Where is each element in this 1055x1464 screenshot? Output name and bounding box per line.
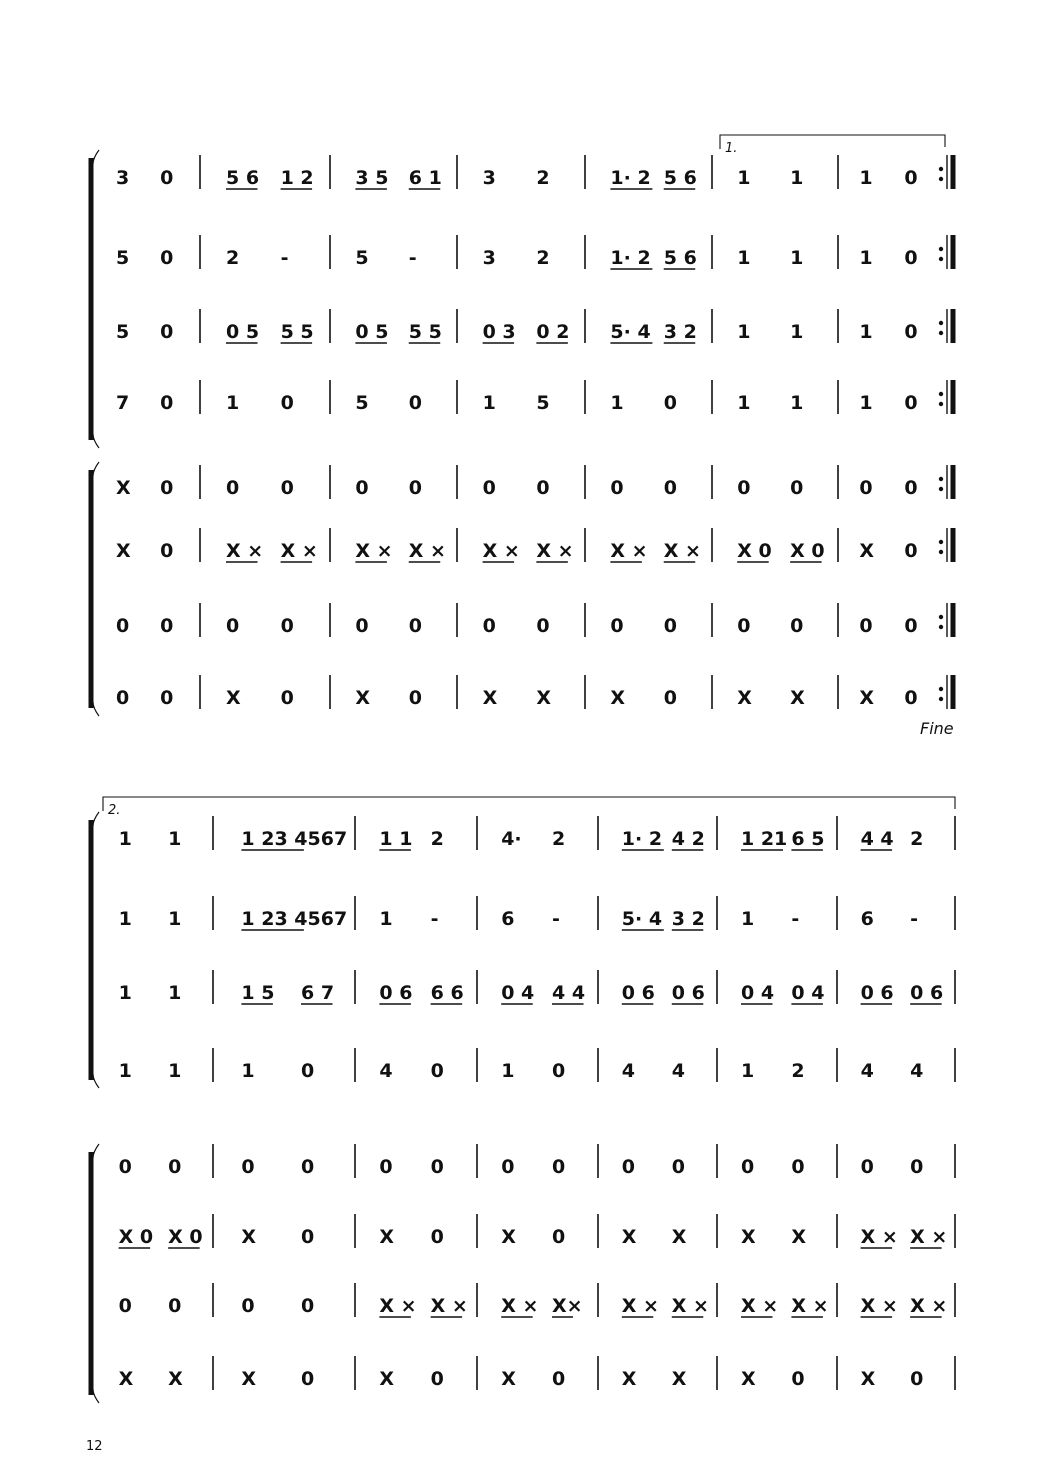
note-group: 3 2: [671, 908, 705, 930]
note-group: 0: [663, 687, 677, 709]
repeat-dot: [939, 615, 943, 619]
note-group: 0: [241, 1156, 255, 1178]
note-group: X: [355, 687, 371, 709]
staff-row: [119, 1283, 955, 1317]
staff-row: [116, 309, 953, 343]
note-group: 0: [910, 1156, 924, 1178]
note-group: 3: [116, 167, 130, 189]
note-group: 0: [904, 687, 918, 709]
brace-cap-bottom: [93, 434, 99, 448]
note-group: 0: [408, 615, 422, 637]
note-group: X ×: [741, 1295, 779, 1317]
brace-cap-top: [93, 812, 99, 826]
note-group: 0 2: [536, 321, 570, 343]
note-group: 0: [160, 687, 174, 709]
note-group: 4: [379, 1060, 393, 1082]
note-group: 5· 4: [610, 321, 651, 343]
note-group: 4 2: [671, 828, 705, 850]
note-group: 0: [160, 615, 174, 637]
note-group: 0: [552, 1060, 566, 1082]
note-group: X: [859, 540, 875, 562]
note-group: 0: [621, 1156, 636, 1178]
note-group: 6 7: [301, 982, 335, 1004]
note-group: 3: [482, 247, 496, 269]
volta-bracket: [720, 135, 945, 149]
note-group: X ×: [482, 540, 520, 562]
note-group: X ×: [910, 1295, 948, 1317]
note-group: 0: [610, 477, 624, 499]
note-group: 1: [790, 321, 804, 343]
note-group: 0: [301, 1295, 315, 1317]
repeat-dot: [939, 625, 943, 629]
repeat-dot: [939, 487, 943, 491]
note-group: 1 21: [741, 828, 788, 850]
note-group: X: [116, 540, 131, 562]
note-group: 1: [859, 321, 873, 343]
note-group: X: [118, 1368, 134, 1390]
note-group: 1 2: [280, 167, 314, 189]
note-group: 1: [168, 828, 182, 850]
note-group: 0 6: [860, 982, 894, 1004]
note-group: X: [671, 1226, 687, 1248]
note-group: -: [791, 908, 800, 930]
note-group: 0: [226, 477, 240, 499]
note-group: -: [552, 908, 560, 930]
repeat-dot: [939, 167, 943, 171]
note-group: 0: [482, 615, 496, 637]
system-2: [91, 797, 955, 1403]
note-group: X: [791, 1226, 807, 1248]
note-group: 0: [860, 1156, 874, 1178]
note-group: 6 1: [408, 167, 442, 189]
note-group: 0: [904, 392, 918, 414]
note-group: X: [501, 1368, 516, 1390]
note-group: 4: [671, 1060, 686, 1082]
note-group: 0 6: [379, 982, 413, 1004]
score-content: [91, 135, 955, 1403]
note-group: 0: [904, 540, 918, 562]
repeat-dot: [939, 697, 943, 701]
staff-row: [116, 528, 953, 562]
note-group: 0 6: [621, 982, 655, 1004]
note-group: 1: [859, 167, 873, 189]
repeat-dot: [939, 550, 943, 554]
note-group: 1: [737, 167, 751, 189]
note-group: 0: [160, 167, 174, 189]
repeat-dot: [939, 331, 943, 335]
brace-cap-bottom: [93, 702, 99, 716]
note-group: 0 4: [501, 982, 535, 1004]
brace-cap-bottom: [93, 1074, 99, 1088]
note-group: 0: [663, 615, 677, 637]
volta-label: 1.: [725, 141, 738, 156]
staff-row: [116, 380, 953, 414]
note-group: 0: [791, 1368, 805, 1390]
note-group: X: [859, 687, 875, 709]
note-group: 4: [860, 1060, 874, 1082]
note-group: 0: [430, 1156, 444, 1178]
note-group: X ×: [501, 1295, 539, 1317]
note-group: 1: [379, 908, 393, 930]
note-group: 1: [790, 247, 804, 269]
staff-row: [116, 603, 953, 637]
repeat-dot: [939, 321, 943, 325]
page-number: 12: [86, 1439, 103, 1454]
note-group: 1: [118, 908, 132, 930]
note-group: 5: [116, 247, 130, 269]
note-group: X ×: [791, 1295, 829, 1317]
note-group: 0: [280, 477, 294, 499]
note-group: 0 6: [671, 982, 705, 1004]
note-group: 3: [482, 167, 496, 189]
note-group: 0: [737, 477, 751, 499]
note-group: 0: [663, 392, 677, 414]
brace-cap-bottom: [93, 1389, 99, 1403]
note-group: 0: [160, 477, 174, 499]
note-group: 0: [355, 615, 369, 637]
note-group: 0: [910, 1368, 924, 1390]
note-group: X: [790, 687, 805, 709]
note-group: 0: [168, 1156, 182, 1178]
note-group: 1: [168, 982, 182, 1004]
staff-row: [116, 465, 953, 499]
note-group: 0: [904, 615, 918, 637]
note-group: X: [241, 1226, 257, 1248]
note-group: X ×: [226, 540, 264, 562]
note-group: X: [536, 687, 552, 709]
note-group: 0: [552, 1368, 566, 1390]
note-group: 0: [116, 615, 130, 637]
note-group: 1: [790, 167, 804, 189]
note-group: 0: [671, 1156, 686, 1178]
note-group: 0 4: [741, 982, 775, 1004]
note-group: X: [621, 1226, 637, 1248]
note-group: 0: [160, 321, 174, 343]
note-group: X: [860, 1368, 876, 1390]
note-group: 0: [663, 477, 677, 499]
note-group: 0: [280, 392, 294, 414]
note-group: -: [408, 247, 417, 269]
note-group: 1 23 4567: [241, 828, 348, 850]
note-group: X ×: [621, 1295, 659, 1317]
note-group: 1: [741, 908, 755, 930]
note-group: 0: [904, 321, 918, 343]
note-group: X 0: [790, 540, 825, 562]
note-group: 4: [910, 1060, 924, 1082]
note-group: 1: [168, 908, 182, 930]
note-group: 1: [118, 982, 132, 1004]
note-group: 0: [791, 1156, 805, 1178]
note-group: X 0: [737, 540, 772, 562]
note-group: 1: [241, 1060, 255, 1082]
repeat-dot: [939, 392, 943, 396]
note-group: 3 5: [355, 167, 389, 189]
note-group: 7: [116, 392, 130, 414]
note-group: 5: [536, 392, 550, 414]
note-group: 0: [408, 392, 422, 414]
staff-row: [119, 1356, 955, 1390]
note-group: X: [501, 1226, 516, 1248]
note-group: 1: [226, 392, 240, 414]
note-group: 0 5: [355, 321, 389, 343]
note-group: X ×: [860, 1295, 898, 1317]
note-group: 1: [118, 1060, 132, 1082]
note-group: 4·: [501, 828, 522, 850]
note-group: 0: [430, 1226, 444, 1248]
volta-bracket: [103, 797, 955, 811]
note-group: 0: [430, 1368, 444, 1390]
note-group: 0 6: [910, 982, 944, 1004]
note-group: 4 4: [860, 828, 894, 850]
staff-row: [119, 816, 955, 850]
note-group: 6: [501, 908, 515, 930]
staff-row: [119, 1048, 955, 1082]
note-group: 2: [910, 828, 924, 850]
note-group: 1: [737, 321, 751, 343]
note-group: 5 6: [663, 247, 697, 269]
note-group: X ×: [610, 540, 648, 562]
note-group: 1· 2: [610, 247, 651, 269]
note-group: 2: [536, 167, 550, 189]
note-group: X ×: [408, 540, 446, 562]
note-group: 0: [301, 1226, 315, 1248]
note-group: 0: [501, 1156, 515, 1178]
note-group: 0: [408, 687, 422, 709]
note-group: 1· 2: [621, 828, 663, 850]
note-group: 0: [859, 615, 873, 637]
note-group: 0: [379, 1156, 393, 1178]
note-group: X: [741, 1226, 756, 1248]
note-group: 0: [408, 477, 422, 499]
system-1: [91, 135, 954, 738]
note-group: X ×: [671, 1295, 709, 1317]
note-group: 0: [552, 1226, 566, 1248]
repeat-dot: [939, 477, 943, 481]
note-group: 5 5: [408, 321, 442, 343]
note-group: 1: [737, 392, 751, 414]
staff-row: [116, 675, 953, 709]
note-group: X ×: [430, 1295, 468, 1317]
repeat-dot: [939, 247, 943, 251]
fine-label: Fine: [920, 719, 954, 738]
note-group: 2: [430, 828, 444, 850]
note-group: 1: [859, 247, 873, 269]
note-group: -: [910, 908, 919, 930]
note-group: 1· 2: [610, 167, 651, 189]
staff-row: [119, 896, 955, 930]
note-group: 0: [355, 477, 369, 499]
note-group: 0: [536, 477, 550, 499]
note-group: 0: [904, 477, 918, 499]
note-group: 0: [118, 1156, 132, 1178]
note-group: X: [379, 1226, 395, 1248]
staff-row: [116, 155, 953, 189]
note-group: 5 6: [226, 167, 260, 189]
note-group: 2: [536, 247, 550, 269]
note-group: 0: [160, 540, 174, 562]
note-group: -: [280, 247, 289, 269]
note-group: 1: [168, 1060, 182, 1082]
repeat-dot: [939, 540, 943, 544]
staff-row: [119, 1144, 955, 1178]
note-group: 0: [904, 247, 918, 269]
note-group: 0: [430, 1060, 444, 1082]
note-group: 0 4: [791, 982, 825, 1004]
note-group: 0 5: [226, 321, 260, 343]
note-group: 6: [860, 908, 874, 930]
note-group: 2: [226, 247, 240, 269]
note-group: X: [226, 687, 241, 709]
note-group: 5: [355, 247, 369, 269]
note-group: 3 2: [663, 321, 697, 343]
note-group: 0: [859, 477, 873, 499]
note-group: X: [168, 1368, 183, 1390]
note-group: X: [482, 687, 498, 709]
note-group: 0: [160, 247, 174, 269]
repeat-dot: [939, 177, 943, 181]
note-group: 0: [737, 615, 751, 637]
brace-cap-top: [93, 150, 99, 164]
note-group: 1: [610, 392, 624, 414]
repeat-dot: [939, 402, 943, 406]
note-group: 0: [118, 1295, 132, 1317]
note-group: 1 1: [379, 828, 413, 850]
note-group: 1: [790, 392, 804, 414]
note-group: 0: [536, 615, 550, 637]
note-group: X: [621, 1368, 637, 1390]
note-group: 6 6: [430, 982, 464, 1004]
note-group: 0: [301, 1368, 315, 1390]
note-group: X: [741, 1368, 756, 1390]
note-group: X ×: [379, 1295, 417, 1317]
note-group: -: [430, 908, 439, 930]
note-group: 1: [501, 1060, 515, 1082]
note-group: 1: [118, 828, 132, 850]
note-group: 0: [168, 1295, 182, 1317]
note-group: 0: [301, 1156, 315, 1178]
note-group: 5: [355, 392, 369, 414]
note-group: 0: [552, 1156, 566, 1178]
repeat-dot: [939, 687, 943, 691]
note-group: X: [241, 1368, 257, 1390]
note-group: 6 5: [791, 828, 825, 850]
note-group: 2: [791, 1060, 805, 1082]
note-group: 0: [241, 1295, 255, 1317]
note-group: 4: [621, 1060, 636, 1082]
note-group: 0 3: [482, 321, 516, 343]
note-group: 0: [301, 1060, 315, 1082]
repeat-dot: [939, 257, 943, 261]
note-group: 0: [482, 477, 496, 499]
note-group: 0: [790, 615, 804, 637]
note-group: X ×: [910, 1226, 948, 1248]
note-group: 1 23 4567: [241, 908, 348, 930]
note-group: X: [671, 1368, 687, 1390]
note-group: 0: [610, 615, 624, 637]
note-group: 1: [482, 392, 496, 414]
note-group: 2: [552, 828, 566, 850]
note-group: 4 4: [552, 982, 586, 1004]
note-group: 5· 4: [621, 908, 663, 930]
note-group: X 0: [168, 1226, 203, 1248]
note-group: X ×: [663, 540, 701, 562]
note-group: 0: [280, 687, 294, 709]
staff-row: [116, 235, 953, 269]
note-group: 1: [859, 392, 873, 414]
note-group: X: [379, 1368, 395, 1390]
note-group: 5: [116, 321, 130, 343]
note-group: X ×: [280, 540, 318, 562]
note-group: 5 5: [280, 321, 314, 343]
note-group: 0: [160, 392, 174, 414]
staff-row: [119, 970, 955, 1004]
note-group: X ×: [536, 540, 574, 562]
note-group: 0: [790, 477, 804, 499]
note-group: 0: [226, 615, 240, 637]
note-group: 0: [741, 1156, 755, 1178]
note-group: X ×: [355, 540, 393, 562]
brace-cap-top: [93, 1144, 99, 1158]
note-group: 1 5: [241, 982, 275, 1004]
note-group: X: [610, 687, 626, 709]
note-group: X×: [552, 1295, 583, 1317]
note-group: X: [737, 687, 752, 709]
note-group: 1: [737, 247, 751, 269]
note-group: 0: [904, 167, 918, 189]
note-group: 0: [116, 687, 130, 709]
note-group: 0: [280, 615, 294, 637]
brace-cap-top: [93, 462, 99, 476]
note-group: X 0: [118, 1226, 154, 1248]
staff-row: [119, 1214, 955, 1248]
note-group: X: [116, 477, 131, 499]
note-group: X ×: [860, 1226, 898, 1248]
note-group: 5 6: [663, 167, 697, 189]
note-group: 1: [741, 1060, 755, 1082]
volta-label: 2.: [108, 803, 121, 818]
